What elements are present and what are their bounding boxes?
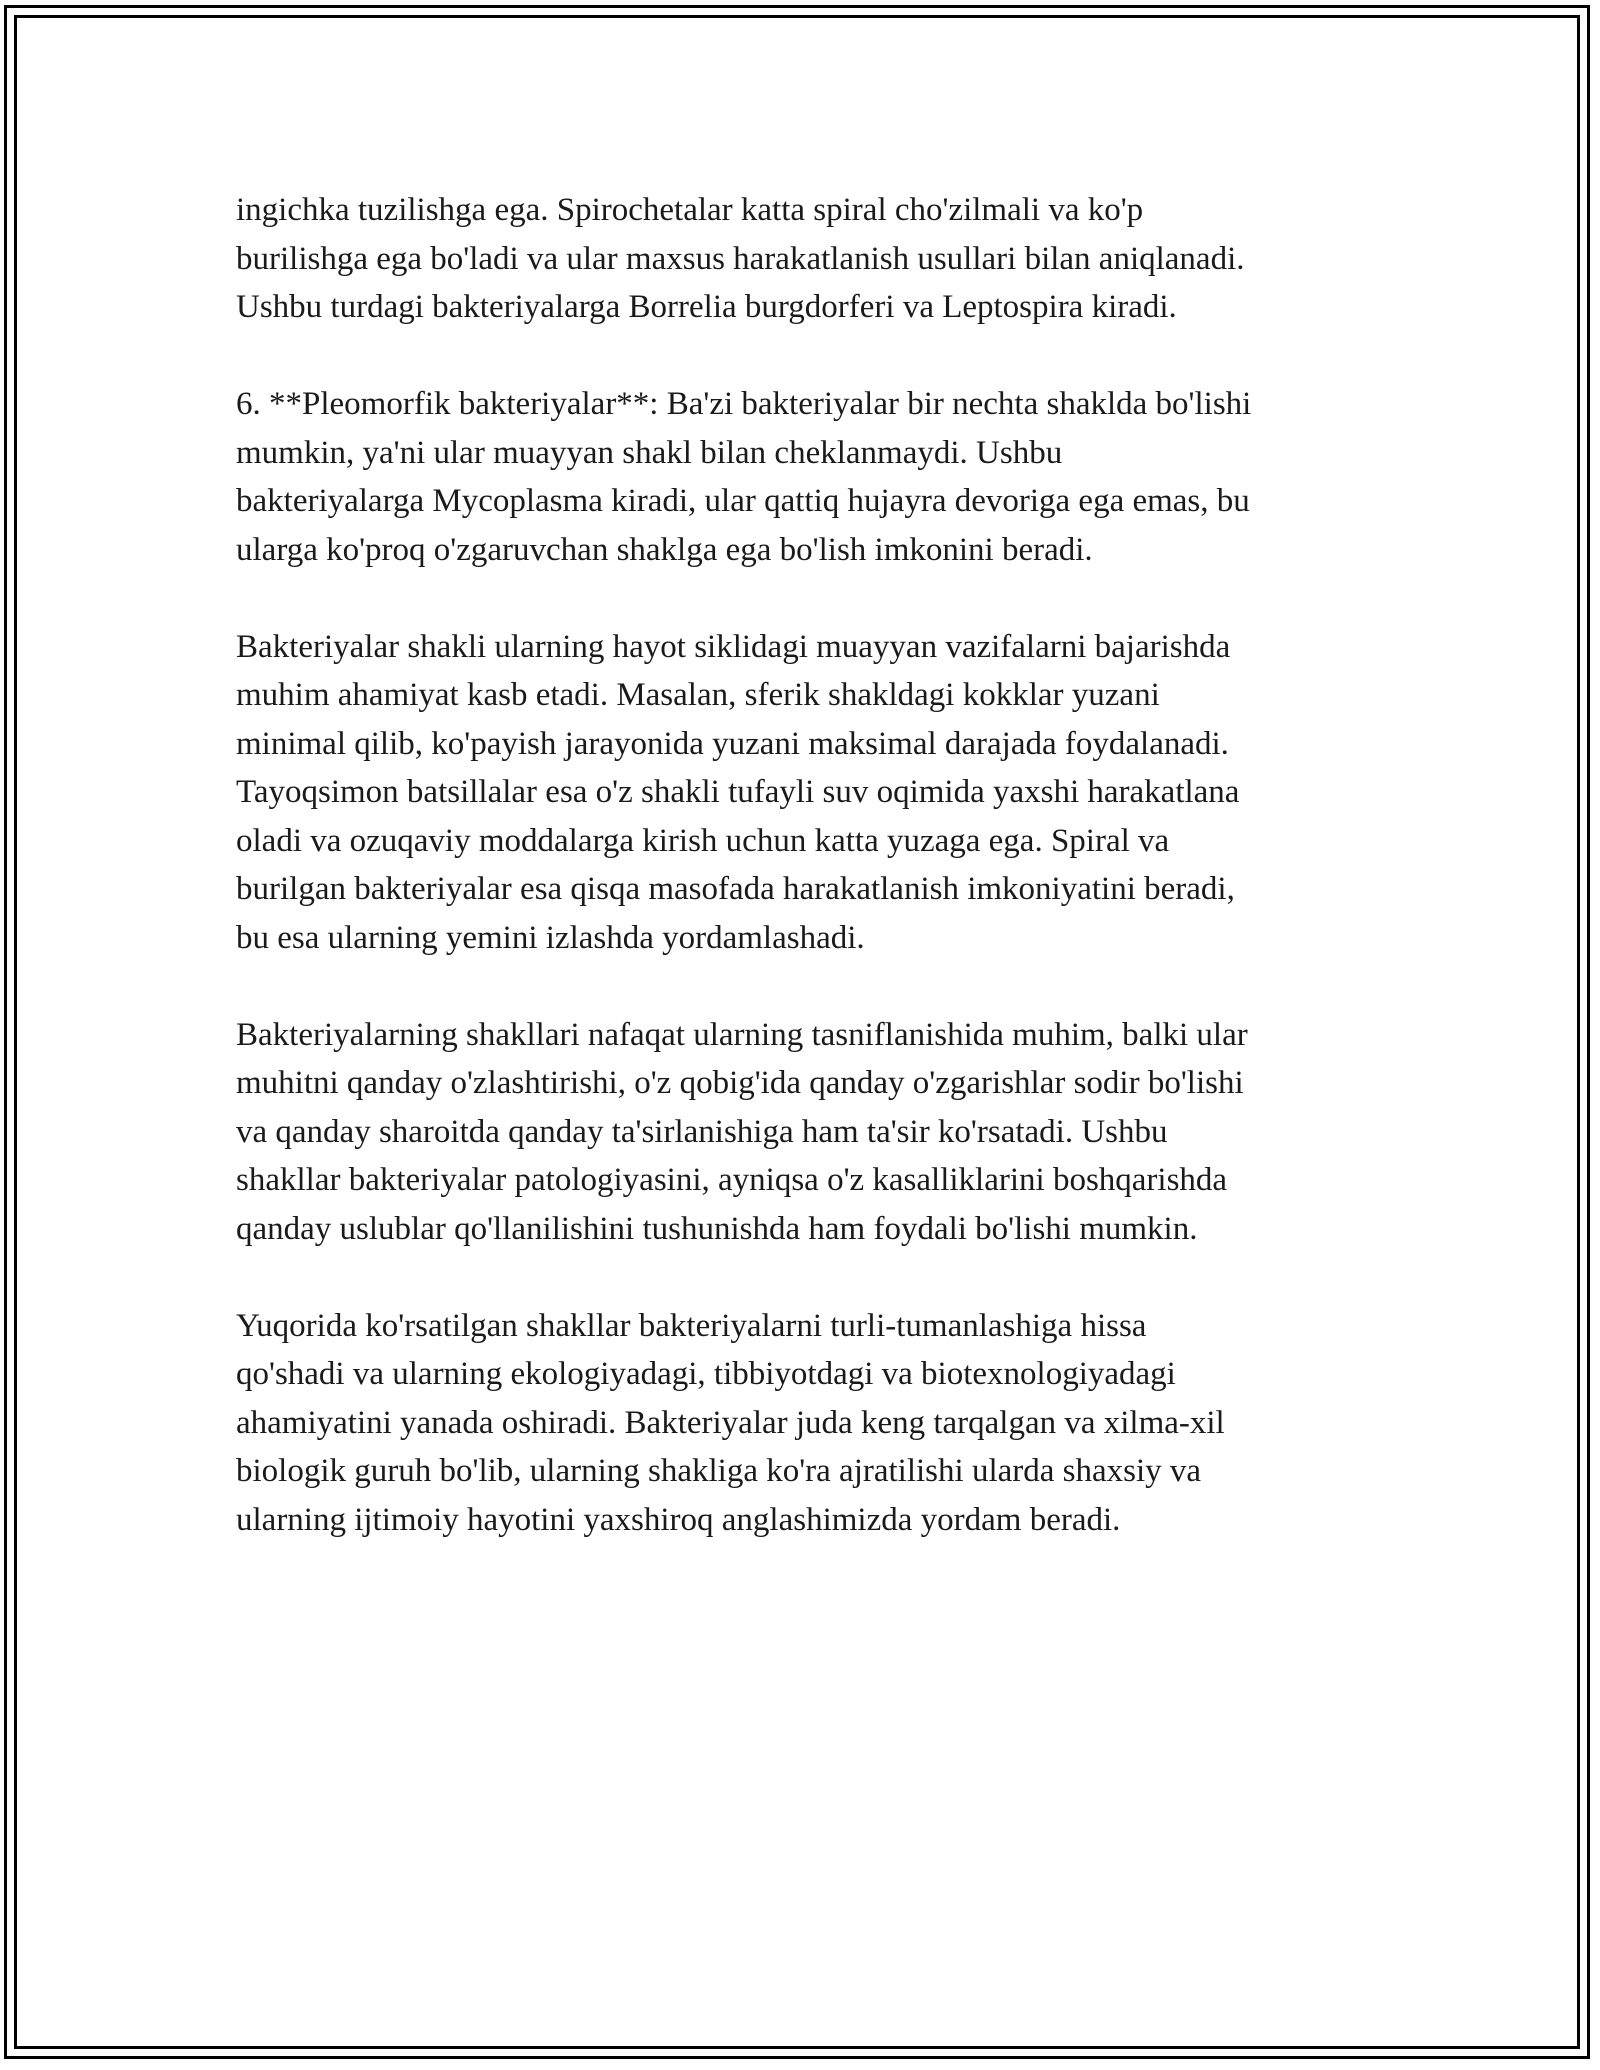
- paragraph-pleomorphic: 6. **Pleomorfik bakteriyalar**: Ba'zi bakteriyalar bir nechta shaklda bo'lishi mumkin, ya'ni ular muayyan shakl bilan cheklanmaydi. Ushbu bakteriyalarga Mycoplasma kiradi, ular qattiq hujayra devoriga ega emas, bu ularga ko'proq o'zgaruvchan shaklga ega bo'lish imkonini beradi.: [236, 386, 1252, 568]
- document-body: [236, 186, 1376, 1593]
- paragraph-conclusion: Yuqorida ko'rsatilgan shakllar bakteriyalarni turli-tumanlashiga hissa qo'shadi va ularning ekologiyadagi, tibbiyotdagi va biotexnologiyadagi ahamiyatini yanada oshiradi. Bakteriyalar juda keng tarqalgan va xilma-xil biologik guruh bo'lib, ularning shakliga ko'ra ajratilishi ularda shaxsiy va ularning ijtimoiy hayotini yaxshiroq anglashimizda yordam beradi.: [236, 1307, 1225, 1538]
- paragraph-shape-function: Bakteriyalar shakli ularning hayot siklidagi muayyan vazifalarni bajarishda muhim ahamiyat kasb etadi. Masalan, sferik shakldagi kokklar yuzani minimal qilib, ko'payish jarayonida yuzani maksimal darajada foydalanadi. Tayoqsimon batsillalar esa o'z shakli tufayli suv oqimida yaxshi harakatlana oladi va ozuqaviy moddalarga kirish uchun katta yuzaga ega. Spiral va burilgan bakteriyalar esa qisqa masofada harakatlanish imkoniyatini beradi, bu esa ularning yemini izlashda yordamlashadi.: [236, 628, 1240, 956]
- paragraph-spirochetes: ingichka tuzilishga ega. Spirochetalar katta spiral cho'zilmali va ko'p burilishga ega bo'ladi va ular maxsus harakatlanish usullari bilan aniqlanadi. Ushbu turdagi bakteriyalarga Borrelia burgdorferi va Leptospira kiradi.: [236, 192, 1245, 325]
- paragraph-shape-importance: Bakteriyalarning shakllari nafaqat ularning tasniflanishida muhim, balki ular muhitni qanday o'zlashtirishi, o'z qobig'ida qanday o'zgarishlar sodir bo'lishi va qanday sharoitda qanday ta'sirlanishiga ham ta'sir ko'rsatadi. Ushbu shakllar bakteriyalar patologiyasini, ayniqsa o'z kasalliklarini boshqarishda qanday uslublar qo'llanilishini tushunishda ham foydali bo'lishi mumkin.: [236, 1016, 1248, 1247]
